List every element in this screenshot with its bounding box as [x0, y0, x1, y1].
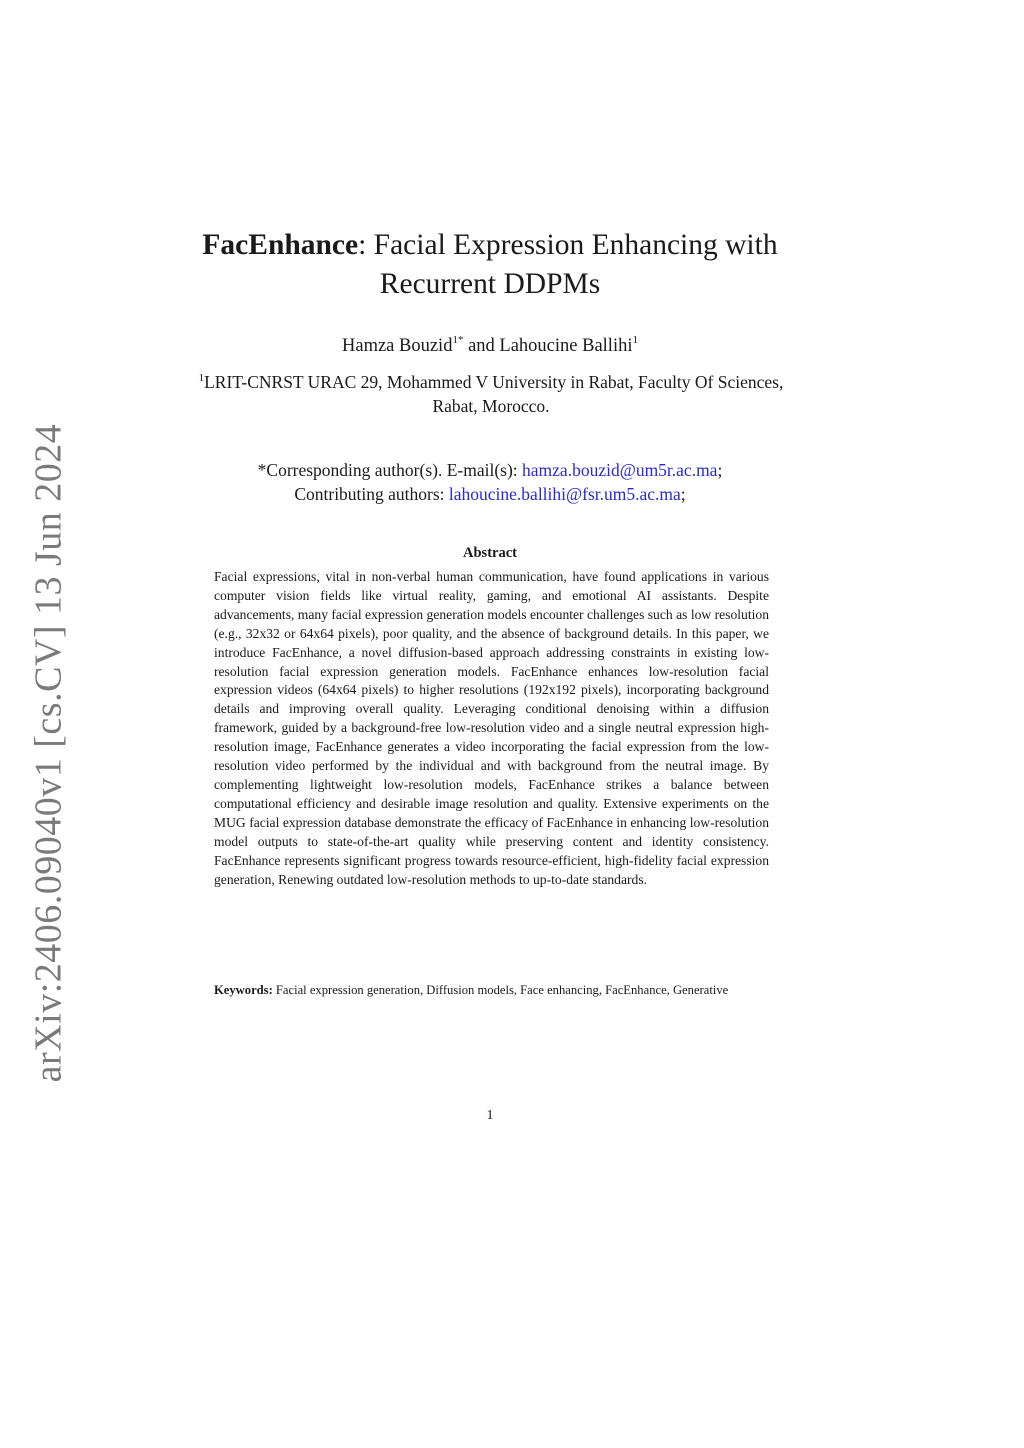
author-line: [170, 334, 810, 358]
corresponding-email-link[interactable]: hamza.bouzid@um5r.ac.ma: [522, 460, 718, 480]
arxiv-sidebar-stamp: [8, 423, 88, 1082]
abstract-heading: Abstract: [463, 545, 517, 561]
contributing-label: Contributing authors:: [294, 484, 449, 504]
title-bold-part: FacEnhance: [202, 229, 359, 261]
affiliation-text: LRIT-CNRST URAC 29, Mohammed V University in Rabat, Faculty Of Sciences, Rabat, Morocco.: [204, 372, 784, 416]
author-name: Hamza Bouzid: [342, 336, 453, 356]
abstract-body: Facial expressions, vital in non-verbal human communication, have found applications in various computer vision fields like virtual reality, gaming, and emotional AI assistants. Despite advancements, many facial expression generation models encounter challenges such as low resolution (e.g., 32x32 or 64x64 pixels), poor quality, and the absence of background details. In this paper, we introduce FacEnhance, a novel diffusion-based approach addressing constraints in existing low-resolution facial expression generation models. FacEnhance enhances low-resolution facial expression videos (64x64 pixels) to higher resolutions (192x192 pixels), incorporating background details and improving overall quality. Leveraging conditional denoising within a diffusion framework, guided by a background-free low-resolution video and a single neutral expression high-resolution image, FacEnhance generates a video incorporating the facial expression from the low-resolution video performed by the individual and with background from the neutral image. By complementing lightweight low-resolution models, FacEnhance strikes a balance between computational efficiency and desirable image resolution and quality. Extensive experiments on the MUG facial expression database demonstrate the efficacy of FacEnhance in enhancing low-resolution model outputs to state-of-the-art quality while preserving content and identity consistency. FacEnhance represents significant progress towards resource-efficient, high-fidelity facial expression generation, Renewing outdated low-resolution methods to up-to-date standards.: [214, 569, 769, 887]
affiliation: [188, 370, 794, 418]
keywords: [214, 982, 769, 999]
keywords-text: Facial expression generation, Diffusion models, Face enhancing, FacEnhance, Generative: [272, 983, 729, 997]
corresponding-author-line: [170, 458, 810, 482]
corresponding-end: ;: [717, 460, 723, 480]
contributing-end: ;: [680, 484, 686, 504]
page-number: 1: [486, 1108, 494, 1123]
correspondence-block: [170, 458, 810, 506]
paper-title: [170, 226, 810, 304]
author-affiliation-mark: 1*: [452, 334, 464, 346]
arxiv-identifier: arXiv:2406.09040v1 [cs.CV] 13 Jun 2024: [27, 423, 69, 1082]
affiliation-mark: 1: [198, 372, 205, 384]
author-affiliation-mark: 1: [632, 334, 638, 346]
contributing-authors-line: [170, 482, 810, 506]
contributing-email-link[interactable]: lahoucine.ballihi@fsr.um5.ac.ma: [448, 484, 681, 504]
author-name: Lahoucine Ballihi: [499, 336, 633, 356]
title-rest: : Facial Expression Enhancing with Recurrent DDPMs: [358, 229, 778, 300]
author-connector: and: [463, 336, 500, 356]
corresponding-label: *Corresponding author(s). E-mail(s):: [257, 460, 523, 480]
keywords-label: Keywords:: [214, 983, 273, 997]
